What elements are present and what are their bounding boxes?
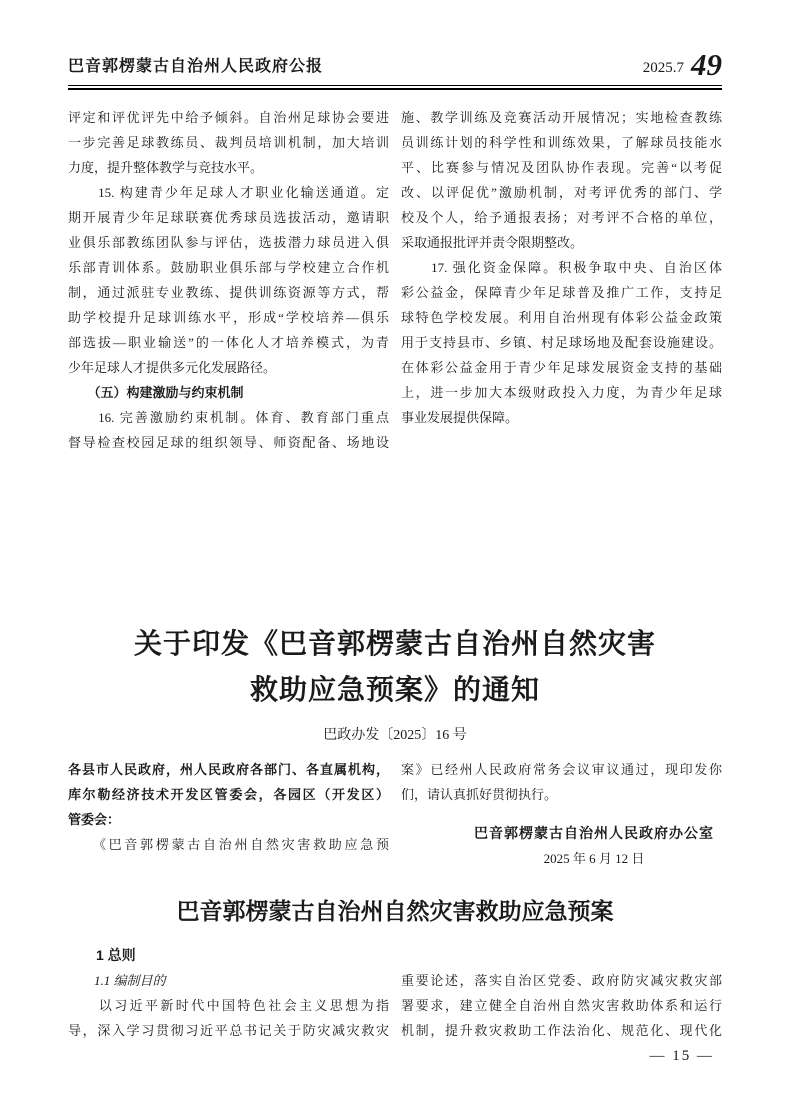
plan-columns [68,943,722,1043]
body-line: 案》已经州人民政府常务会议审议通过，现印发你 [401,762,722,777]
body-line: 彩公益金，保障青少年足球普及推广工作，支持足 [401,285,722,300]
body-line: 评定和评优评先中给予倾斜。自治州足球协会要进 [68,110,389,125]
notice-title [68,622,722,714]
plan-left-column [68,943,389,1043]
body-line: 15. 构建青少年足球人才职业化输送通道。定 [68,185,389,200]
body-line: 上，进一步加大本级财政投入力度，为青少年足球 [401,385,722,400]
body-line: 署要求，建立健全自治州自然灾害救助体系和运行 [401,998,722,1013]
plan-title: 巴音郭楞蒙古自治州自然灾害救助应急预案 [176,899,614,924]
body-line: 机制，提升救灾救助工作法治化、规范化、现代化 [401,1023,722,1038]
header-divider [68,85,722,90]
body-line: 16. 完善激励约束机制。体育、教育部门重点 [68,410,389,425]
body-line: 员训练计划的科学性和训练效果，了解球员技能水 [401,135,722,150]
subsection-heading: （五）构建激励与约束机制 [68,385,244,400]
body-line: 采取通报批评并责令限期整改。 [401,235,584,250]
article-football-right-column [401,105,722,455]
body-line: 事业发展提供保障。 [401,410,519,425]
chapter-heading: 1 总则 [96,947,136,963]
notice-right-column [401,757,722,871]
body-line: 期开展青少年足球联赛优秀球员选拔活动，邀请职 [68,210,389,225]
body-line: 《巴音郭楞蒙古自治州自然灾害救助应急预 [68,837,389,852]
article-football-columns [68,105,722,455]
issue-date: 2025.7 [642,60,684,76]
body-line: 用于支持县市、乡镇、村足球场地及配套设施建设。 [401,335,722,350]
issue-info [642,47,722,82]
body-line: 重要论述，落实自治区党委、政府防灾减灾救灾部 [401,973,722,988]
issue-number: 49 [691,47,722,82]
body-line: 力度，提升整体教学与竞技水平。 [68,160,264,175]
recipients-line: 管委会： [68,812,121,827]
body-line: 17. 强化资金保障。积极争取中央、自治区体 [401,260,722,275]
body-line: 制，通过派驻专业教练、提供训练资源等方式，帮 [68,285,389,300]
section-heading: 1.1 编制目的 [94,973,166,988]
body-line: 改、以评促优”激励机制，对考评优秀的部门、学 [401,185,722,200]
body-line: 业俱乐部教练团队参与评估，选拔潜力球员进入俱 [68,235,389,250]
body-line: 部选拔—职业输送”的一体化人才培养模式，为青 [68,335,389,350]
body-line: 一步完善足球教练员、裁判员培训机制，加大培训 [68,135,389,150]
gazette-title: 巴音郭楞蒙古自治州人民政府公报 [68,58,324,75]
body-line: 少年足球人才提供多元化发展路径。 [68,360,277,375]
doc-number: 巴政办发〔2025〕16 号 [323,728,467,743]
signature-block [474,821,714,871]
notice-columns [68,757,722,871]
signature-date: 2025 年 6 月 12 日 [543,851,645,866]
article-football-left-column [68,105,389,455]
body-line: 平、比赛参与情况及团队协作表现。完善“以考促 [401,160,722,175]
recipients-line: 库尔勒经济技术开发区管委会，各园区（开发区） [68,787,389,802]
plan-right-column [401,943,722,1043]
body-line: 助学校提升足球训练水平，形成“学校培养—俱乐 [68,310,389,325]
body-line: 在体彩公益金用于青少年足球发展资金支持的基础 [401,360,722,375]
recipients-line: 各县市人民政府，州人民政府各部门、各直属机构， [68,762,389,777]
page-number: — 15 — [649,1048,714,1064]
page-header [68,0,722,80]
signature: 巴音郭楞蒙古自治州人民政府办公室 [474,825,714,841]
body-line: 球特色学校发展。利用自治州现有体彩公益金政策 [401,310,722,325]
notice-title-line2: 救助应急预案》的通知 [249,675,540,706]
body-line: 们，请认真抓好贯彻执行。 [401,787,558,802]
body-line: 乐部青训体系。鼓励职业俱乐部与学校建立合作机 [68,260,389,275]
body-line: 校及个人，给予通报表扬；对考评不合格的单位， [401,210,722,225]
notice-left-column [68,757,389,871]
body-line: 督导检查校园足球的组织领导、师资配备、场地设 [68,435,389,450]
body-line: 以习近平新时代中国特色社会主义思想为指 [68,998,389,1013]
body-line: 导，深入学习贯彻习近平总书记关于防灾减灾救灾 [68,1023,389,1038]
body-line: 施、教学训练及竞赛活动开展情况；实地检查教练 [401,110,722,125]
notice-title-line1: 关于印发《巴音郭楞蒙古自治州自然灾害 [133,629,656,660]
